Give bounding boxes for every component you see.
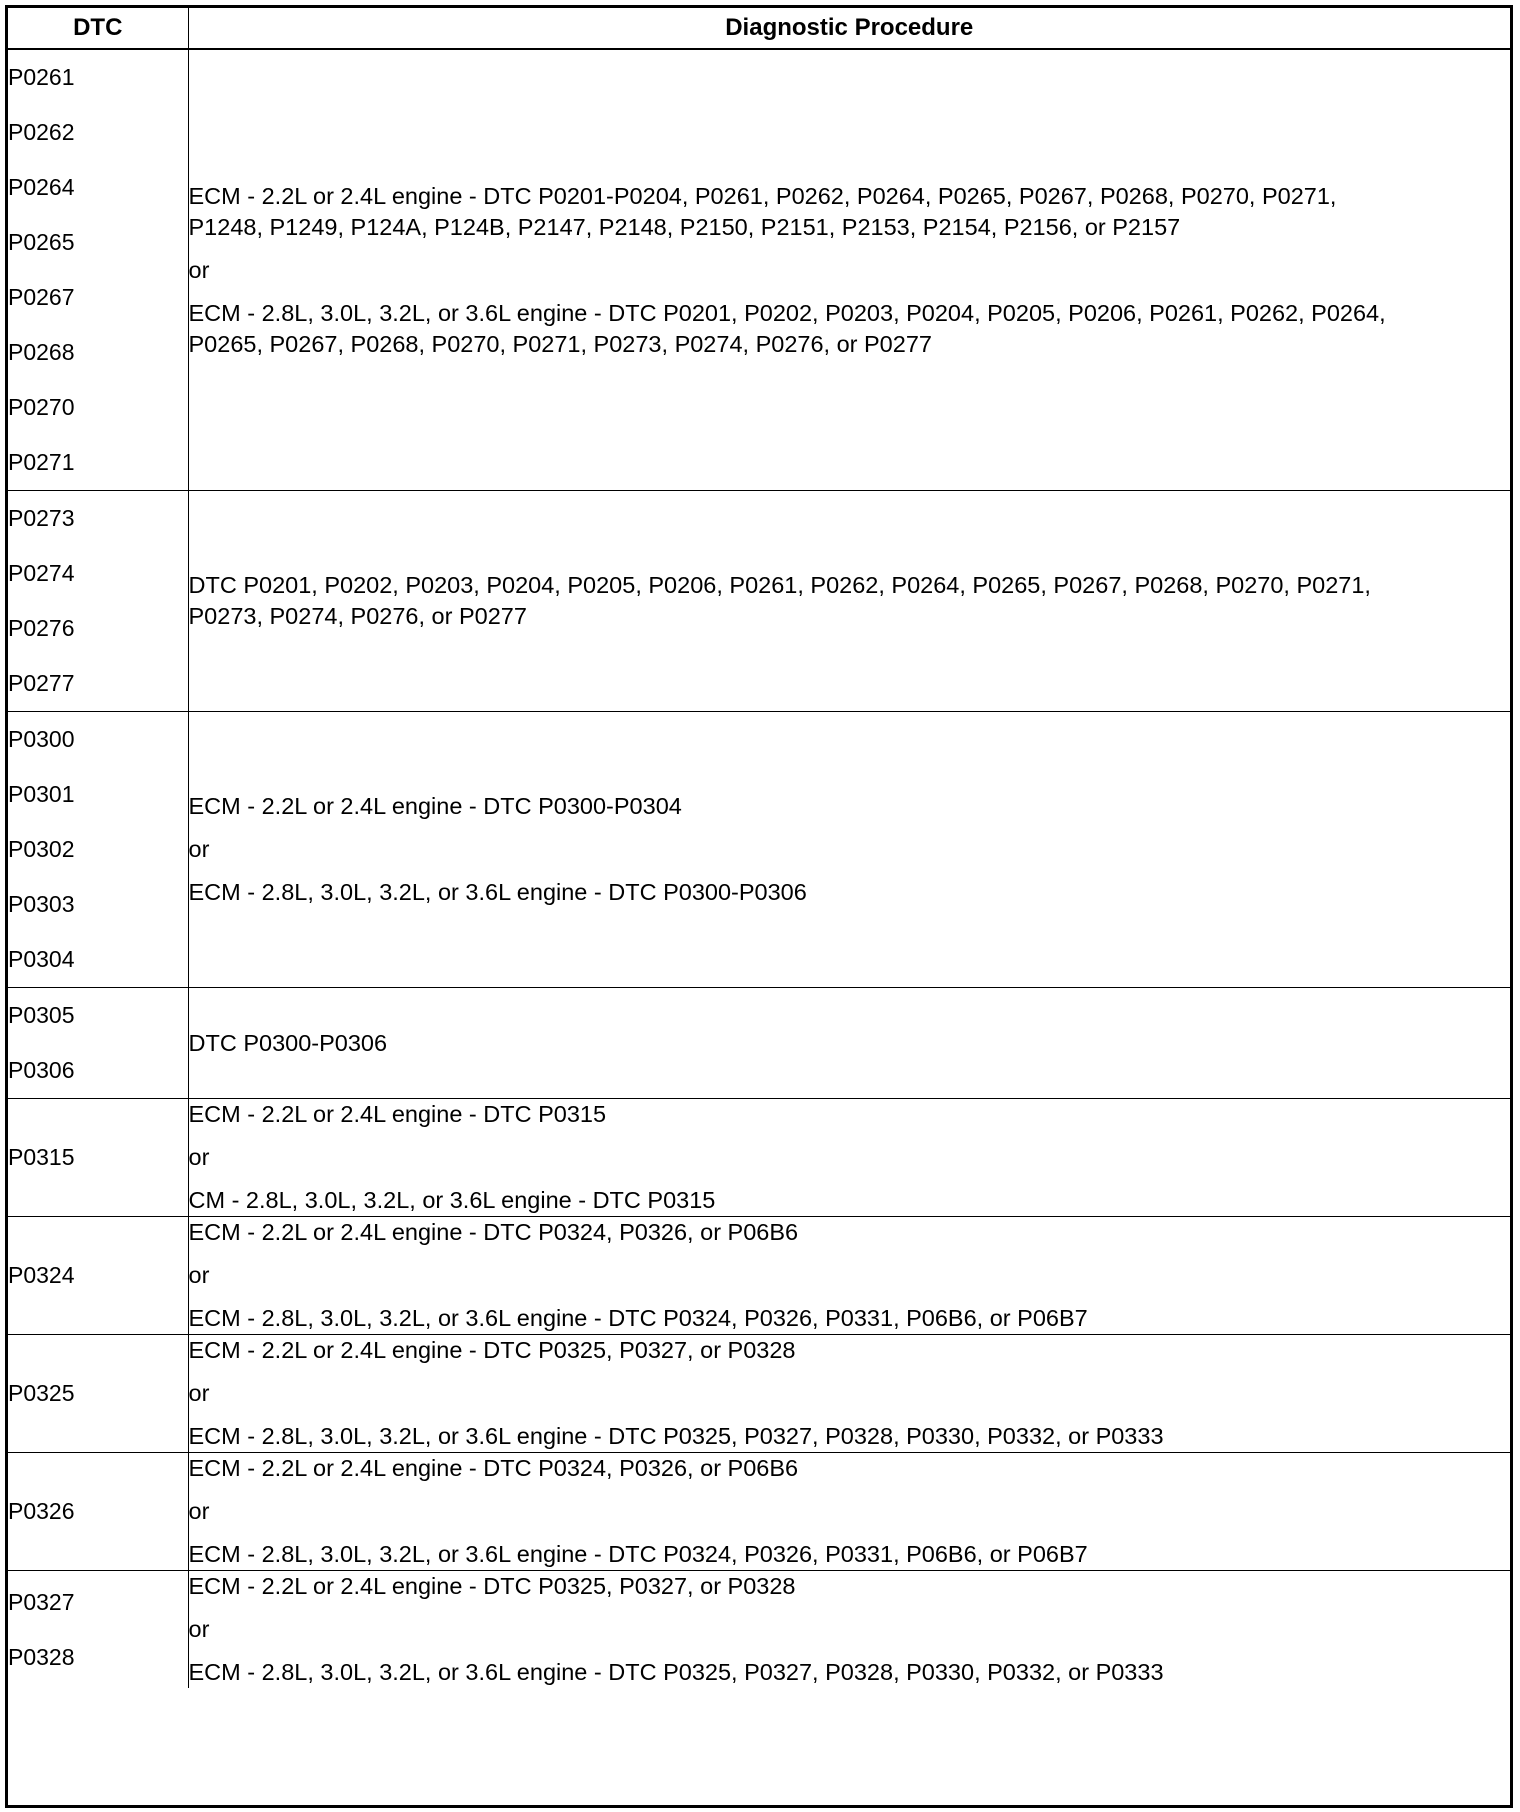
table-row <box>8 49 1510 491</box>
procedure-text: or <box>188 1498 210 1524</box>
procedure-text: or <box>188 836 210 862</box>
dtc-cell <box>8 1099 188 1217</box>
procedure-text: ECM - 2.8L, 3.0L, 3.2L, or 3.6L engine - DTC P0324, P0326, P0331, P06B6, or P06B7 <box>188 1541 1088 1567</box>
procedure-paragraph <box>189 1421 1511 1452</box>
procedure-paragraph <box>189 181 1511 243</box>
procedure-text: or <box>188 256 210 283</box>
procedure-text: P0265, P0267, P0268, P0270, P0271, P0273, P0274, P0276, or P0277 <box>188 330 932 357</box>
dtc-code: P0276 <box>8 615 75 641</box>
dtc-code: P0264 <box>8 174 75 200</box>
procedure-paragraph <box>189 877 1511 908</box>
procedure-text: P0273, P0274, P0276, or P0277 <box>188 603 527 629</box>
procedure-cell <box>188 988 1510 1099</box>
dtc-code: P0267 <box>8 284 75 310</box>
procedure-paragraph <box>189 1657 1511 1688</box>
procedure-cell <box>188 49 1510 491</box>
dtc-code: P0273 <box>8 505 75 531</box>
procedure-paragraph <box>189 1614 1511 1645</box>
procedure-text: ECM - 2.2L or 2.4L engine - DTC P0324, P0326, or P06B6 <box>188 1455 799 1481</box>
procedure-text: or <box>188 1380 210 1406</box>
procedure-paragraph <box>189 1453 1511 1484</box>
dtc-table <box>8 8 1510 1688</box>
procedure-text: or <box>188 1616 210 1642</box>
dtc-table-body <box>8 49 1510 1688</box>
dtc-cell <box>8 712 188 988</box>
procedure-text: ECM - 2.2L or 2.4L engine - DTC P0315 <box>188 1101 607 1127</box>
dtc-cell <box>8 988 188 1099</box>
table-row <box>8 988 1510 1099</box>
procedure-paragraph <box>189 1378 1511 1409</box>
procedure-paragraph <box>189 255 1511 286</box>
header-dtc: DTC <box>8 8 188 49</box>
procedure-text: ECM - 2.2L or 2.4L engine - DTC P0325, P0327, or P0328 <box>188 1337 796 1363</box>
table-row <box>8 712 1510 988</box>
dtc-code: P0327 <box>8 1588 75 1615</box>
dtc-code: P0315 <box>8 1144 75 1170</box>
procedure-text: ECM - 2.8L, 3.0L, 3.2L, or 3.6L engine - DTC P0300-P0306 <box>188 879 807 905</box>
procedure-paragraph <box>189 1099 1511 1130</box>
procedure-cell <box>188 1217 1510 1335</box>
dtc-code: P0301 <box>8 781 75 807</box>
dtc-cell <box>8 491 188 712</box>
procedure-text: ECM - 2.2L or 2.4L engine - DTC P0201-P0204, P0261, P0262, P0264, P0265, P0267, P0268, P0270, P0271, <box>188 182 1337 209</box>
header-diagnostic-procedure: Diagnostic Procedure <box>188 8 1510 49</box>
dtc-code: P0270 <box>8 394 75 420</box>
procedure-text: ECM - 2.8L, 3.0L, 3.2L, or 3.6L engine - DTC P0324, P0326, P0331, P06B6, or P06B7 <box>188 1305 1088 1331</box>
dtc-code: P0277 <box>8 670 75 696</box>
procedure-cell <box>188 1571 1510 1689</box>
procedure-paragraph <box>189 570 1511 632</box>
dtc-code: P0304 <box>8 946 75 972</box>
procedure-text: or <box>188 1262 210 1288</box>
dtc-code: P0306 <box>8 1057 75 1083</box>
procedure-cell <box>188 491 1510 712</box>
header-row <box>8 8 1510 49</box>
procedure-paragraph <box>189 1185 1511 1216</box>
dtc-code: P0303 <box>8 891 75 917</box>
procedure-cell <box>188 1453 1510 1571</box>
table-row <box>8 1453 1510 1571</box>
dtc-code: P0274 <box>8 560 75 586</box>
table-row <box>8 491 1510 712</box>
procedure-text: ECM - 2.2L or 2.4L engine - DTC P0325, P0327, or P0328 <box>188 1573 796 1599</box>
procedure-text: ECM - 2.2L or 2.4L engine - DTC P0324, P0326, or P06B6 <box>188 1219 799 1245</box>
procedure-cell <box>188 712 1510 988</box>
dtc-cell <box>8 1453 188 1571</box>
procedure-paragraph <box>189 1142 1511 1173</box>
table-row <box>8 1217 1510 1335</box>
table-row <box>8 1099 1510 1217</box>
procedure-paragraph <box>189 1217 1511 1248</box>
procedure-text: ECM - 2.8L, 3.0L, 3.2L, or 3.6L engine - DTC P0201, P0202, P0203, P0204, P0205, P0206, P0261, P0262, P0264, <box>188 299 1386 326</box>
procedure-text: DTC P0201, P0202, P0203, P0204, P0205, P0206, P0261, P0262, P0264, P0265, P0267, P0268, P0270, P0271, <box>188 572 1371 598</box>
dtc-table-frame <box>5 5 1513 1808</box>
procedure-paragraph <box>189 834 1511 865</box>
dtc-code: P0305 <box>8 1002 75 1028</box>
procedure-text: CM - 2.8L, 3.0L, 3.2L, or 3.6L engine - DTC P0315 <box>188 1187 716 1213</box>
procedure-paragraph <box>189 1303 1511 1334</box>
procedure-paragraph <box>189 791 1511 822</box>
dtc-code: P0261 <box>8 64 75 90</box>
dtc-cell <box>8 1571 188 1689</box>
procedure-paragraph <box>189 1539 1511 1570</box>
dtc-code: P0265 <box>8 229 75 255</box>
procedure-text: or <box>188 1144 210 1170</box>
procedure-text: P1248, P1249, P124A, P124B, P2147, P2148, P2150, P2151, P2153, P2154, P2156, or P2157 <box>188 213 1181 240</box>
procedure-paragraph <box>189 298 1511 360</box>
procedure-paragraph <box>189 1571 1511 1602</box>
dtc-code: P0262 <box>8 119 75 145</box>
procedure-paragraph <box>189 1260 1511 1291</box>
procedure-paragraph <box>189 1496 1511 1527</box>
dtc-cell <box>8 1217 188 1335</box>
dtc-code: P0300 <box>8 726 75 752</box>
dtc-code: P0268 <box>8 339 75 365</box>
dtc-code: P0328 <box>8 1643 75 1670</box>
dtc-code: P0302 <box>8 836 75 862</box>
procedure-cell <box>188 1099 1510 1217</box>
procedure-cell <box>188 1335 1510 1453</box>
procedure-paragraph <box>189 1028 1511 1059</box>
table-row <box>8 1335 1510 1453</box>
dtc-code: P0324 <box>8 1262 75 1288</box>
dtc-code: P0326 <box>8 1498 75 1524</box>
dtc-code: P0271 <box>8 449 75 475</box>
procedure-text: ECM - 2.8L, 3.0L, 3.2L, or 3.6L engine - DTC P0325, P0327, P0328, P0330, P0332, or P0333 <box>188 1423 1164 1449</box>
procedure-text: DTC P0300-P0306 <box>188 1029 388 1056</box>
procedure-text: ECM - 2.8L, 3.0L, 3.2L, or 3.6L engine - DTC P0325, P0327, P0328, P0330, P0332, or P0333 <box>188 1659 1164 1685</box>
dtc-cell <box>8 49 188 491</box>
dtc-code: P0325 <box>8 1380 75 1406</box>
procedure-paragraph <box>189 1335 1511 1366</box>
procedure-text: ECM - 2.2L or 2.4L engine - DTC P0300-P0304 <box>188 793 682 819</box>
table-row <box>8 1571 1510 1689</box>
dtc-cell <box>8 1335 188 1453</box>
